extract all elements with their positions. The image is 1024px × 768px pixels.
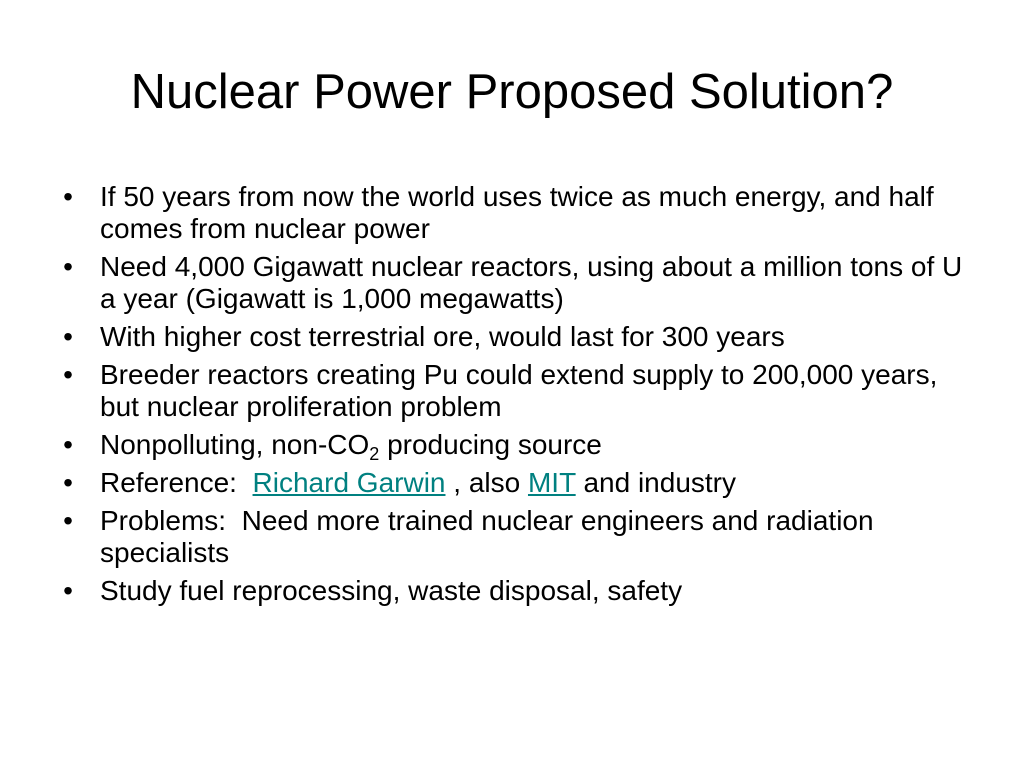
bullet-text: Need 4,000 Gigawatt nuclear reactors, using about a million tons of U a year (Gigawatt is 1,000 megawatts) [100,251,963,314]
bullet-text-suffix: and industry [575,467,736,498]
bullet-item-study-fuel [58,575,968,607]
bullet-icon: • [63,359,73,390]
bullet-text-prefix: Nonpolluting, non-CO [100,429,370,460]
bullet-item-nonpolluting [58,429,968,464]
bullet-item-reactors-needed [58,251,968,315]
bullet-icon: • [63,251,73,282]
bullet-item-ore-supply [58,321,968,353]
bullet-text: If 50 years from now the world uses twice as much energy, and half comes from nuclear power [100,181,934,244]
bullet-text-middle: , also [445,467,528,498]
bullet-item-breeder-reactors [58,359,968,423]
bullet-icon: • [63,467,73,498]
bullet-icon: • [63,505,73,536]
bullet-item-world-energy [58,181,968,245]
bullet-text-suffix: producing source [379,429,602,460]
slide-title: Nuclear Power Proposed Solution? [130,65,894,119]
bullet-icon: • [63,575,73,606]
bullet-icon: • [63,181,73,212]
mit-link[interactable]: MIT [527,467,576,498]
bullet-text-prefix: Reference: [100,467,253,498]
bullet-list [58,181,968,613]
bullet-text: Problems: Need more trained nuclear engineers and radiation specialists [100,505,882,568]
bullet-item-problems [58,505,968,569]
bullet-icon: • [63,321,73,352]
bullet-text: Study fuel reprocessing, waste disposal, safety [100,575,683,606]
co2-subscript: 2 [369,444,380,464]
richard-garwin-link[interactable]: Richard Garwin [252,467,446,498]
bullet-text: Breeder reactors creating Pu could extend supply to 200,000 years, but nuclear proliferation problem [100,359,938,422]
bullet-text: With higher cost terrestrial ore, would last for 300 years [100,321,785,352]
bullet-item-reference [58,467,968,499]
bullet-icon: • [63,429,73,460]
